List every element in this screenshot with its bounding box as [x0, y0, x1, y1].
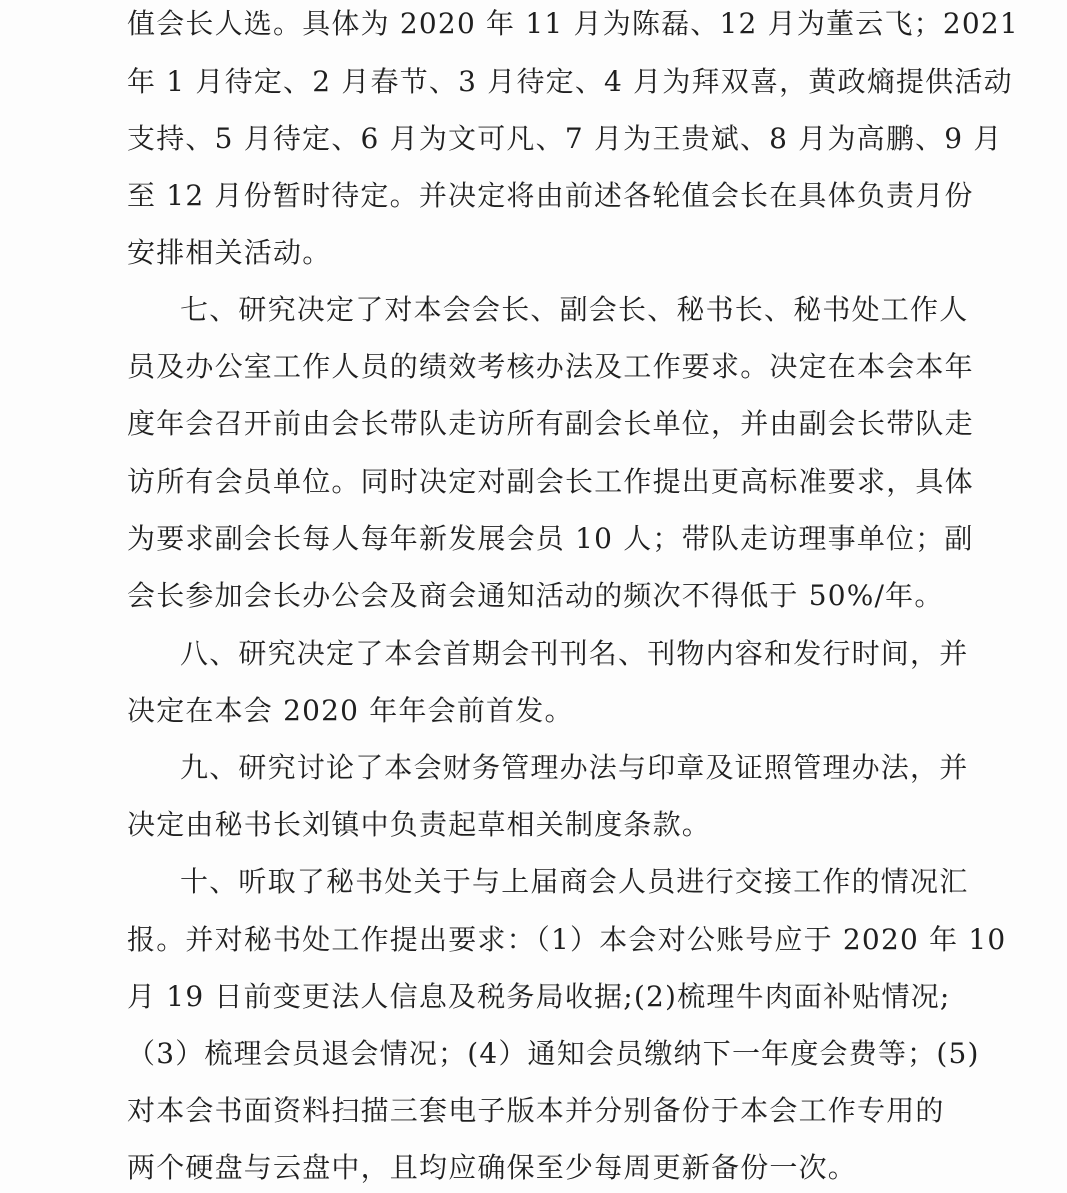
text-line: （3）梳理会员退会情况；(4）通知会员缴纳下一年度会费等；(5): [127, 1037, 980, 1070]
text-line: 员及办公室工作人员的绩效考核办法及工作要求。决定在本会本年: [127, 350, 974, 383]
text-line: 访所有会员单位。同时决定对副会长工作提出更高标准要求，具体: [127, 465, 974, 498]
text-line: 安排相关活动。: [127, 236, 332, 269]
text-line: 决定由秘书长刘镇中负责起草相关制度条款。: [127, 808, 712, 841]
text-line: 月 19 日前变更法人信息及税务局收据;(2)梳理牛肉面补贴情况;: [127, 980, 951, 1013]
text-line: 两个硬盘与云盘中，且均应确保至少每周更新备份一次。: [127, 1151, 858, 1184]
paragraph-nine-first-line: 九、研究讨论了本会财务管理办法与印章及证照管理办法，并: [180, 751, 969, 784]
text-line: 为要求副会长每人每年新发展会员 10 人；带队走访理事单位；副: [127, 522, 974, 555]
paragraph-eight-first-line: 八、研究决定了本会首期会刊刊名、刊物内容和发行时间，并: [180, 637, 969, 670]
paragraph-ten-first-line: 十、听取了秘书处关于与上届商会人员进行交接工作的情况汇: [180, 865, 969, 898]
text-line: 年 1 月待定、2 月春节、3 月待定、4 月为拜双喜，黄政熵提供活动: [127, 65, 1013, 98]
text-line: 决定在本会 2020 年年会前首发。: [127, 694, 574, 727]
text-line: 会长参加会长办公会及商会通知活动的频次不得低于 50%/年。: [127, 579, 944, 612]
text-line: 支持、5 月待定、6 月为文可凡、7 月为王贵斌、8 月为高鹏、9 月: [127, 122, 1003, 155]
paragraph-seven-first-line: 七、研究决定了对本会会长、副会长、秘书长、秘书处工作人: [180, 293, 969, 326]
text-line: 报。并对秘书处工作提出要求：（1）本会对公账号应于 2020 年 10: [127, 923, 1007, 956]
text-line: 度年会召开前由会长带队走访所有副会长单位，并由副会长带队走: [127, 407, 974, 440]
text-line: 值会长人选。具体为 2020 年 11 月为陈磊、12 月为董云飞；2021: [127, 7, 1019, 40]
text-line: 对本会书面资料扫描三套电子版本并分别备份于本会工作专用的: [127, 1094, 945, 1127]
text-line: 至 12 月份暂时待定。并决定将由前述各轮值会长在具体负责月份: [127, 179, 974, 212]
